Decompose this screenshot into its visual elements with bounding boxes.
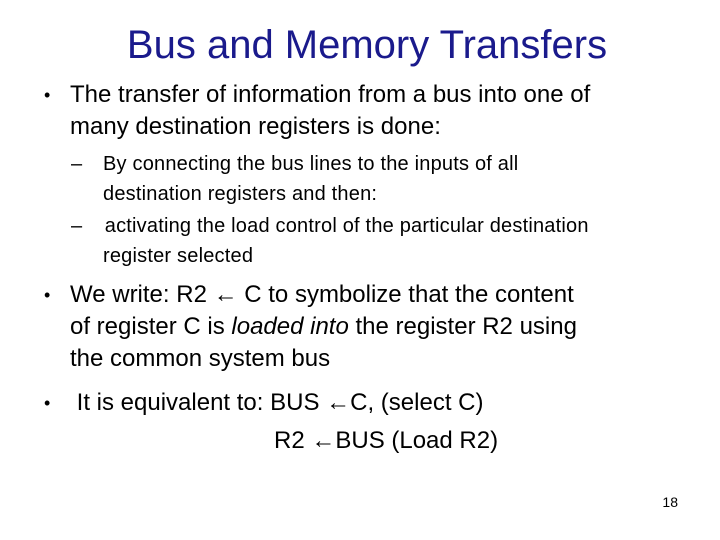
bullet-text: The transfer of information from a bus into one of — [70, 81, 591, 108]
bullet-text: It is equivalent to: BUS ←C, (select C) — [70, 389, 484, 416]
sub-bullet-marker: – — [71, 153, 83, 175]
bullet-item-we-write — [70, 279, 577, 375]
sub-bullet-marker: – — [71, 215, 83, 237]
bullet-item-equivalent — [70, 387, 483, 419]
bullet-text: We write: R2 ← C to symbolize that the content — [70, 281, 574, 308]
sub-bullet-connecting — [103, 149, 518, 209]
emphasized-text: loaded into — [231, 313, 349, 340]
bullet-text: the common system bus — [70, 345, 331, 372]
bullet-text: R2 ←BUS (Load R2) — [274, 427, 499, 454]
bullet-text: of register C is — [70, 313, 232, 340]
bullet-marker: • — [44, 393, 51, 413]
bullet-item-transfer — [70, 79, 590, 143]
bullet-continuation — [274, 425, 498, 457]
bullet-marker: • — [44, 285, 51, 305]
sub-bullet-text: By connecting the bus lines to the inputs of all — [103, 153, 519, 175]
bullet-marker: • — [44, 85, 51, 105]
sub-bullet-text: register selected — [103, 245, 254, 267]
bullet-text: many destination registers is done: — [70, 113, 441, 140]
slide-title: Bus and Memory Transfers — [126, 23, 608, 67]
bullet-text-with-emphasis — [70, 311, 577, 343]
bullet-text: the register R2 using — [348, 313, 577, 340]
page-number: 18 — [662, 494, 678, 510]
sub-bullet-text: activating the load control of the particular destination — [99, 215, 589, 237]
sub-bullet-text: destination registers and then: — [103, 183, 378, 205]
sub-bullet-activating — [99, 211, 589, 271]
